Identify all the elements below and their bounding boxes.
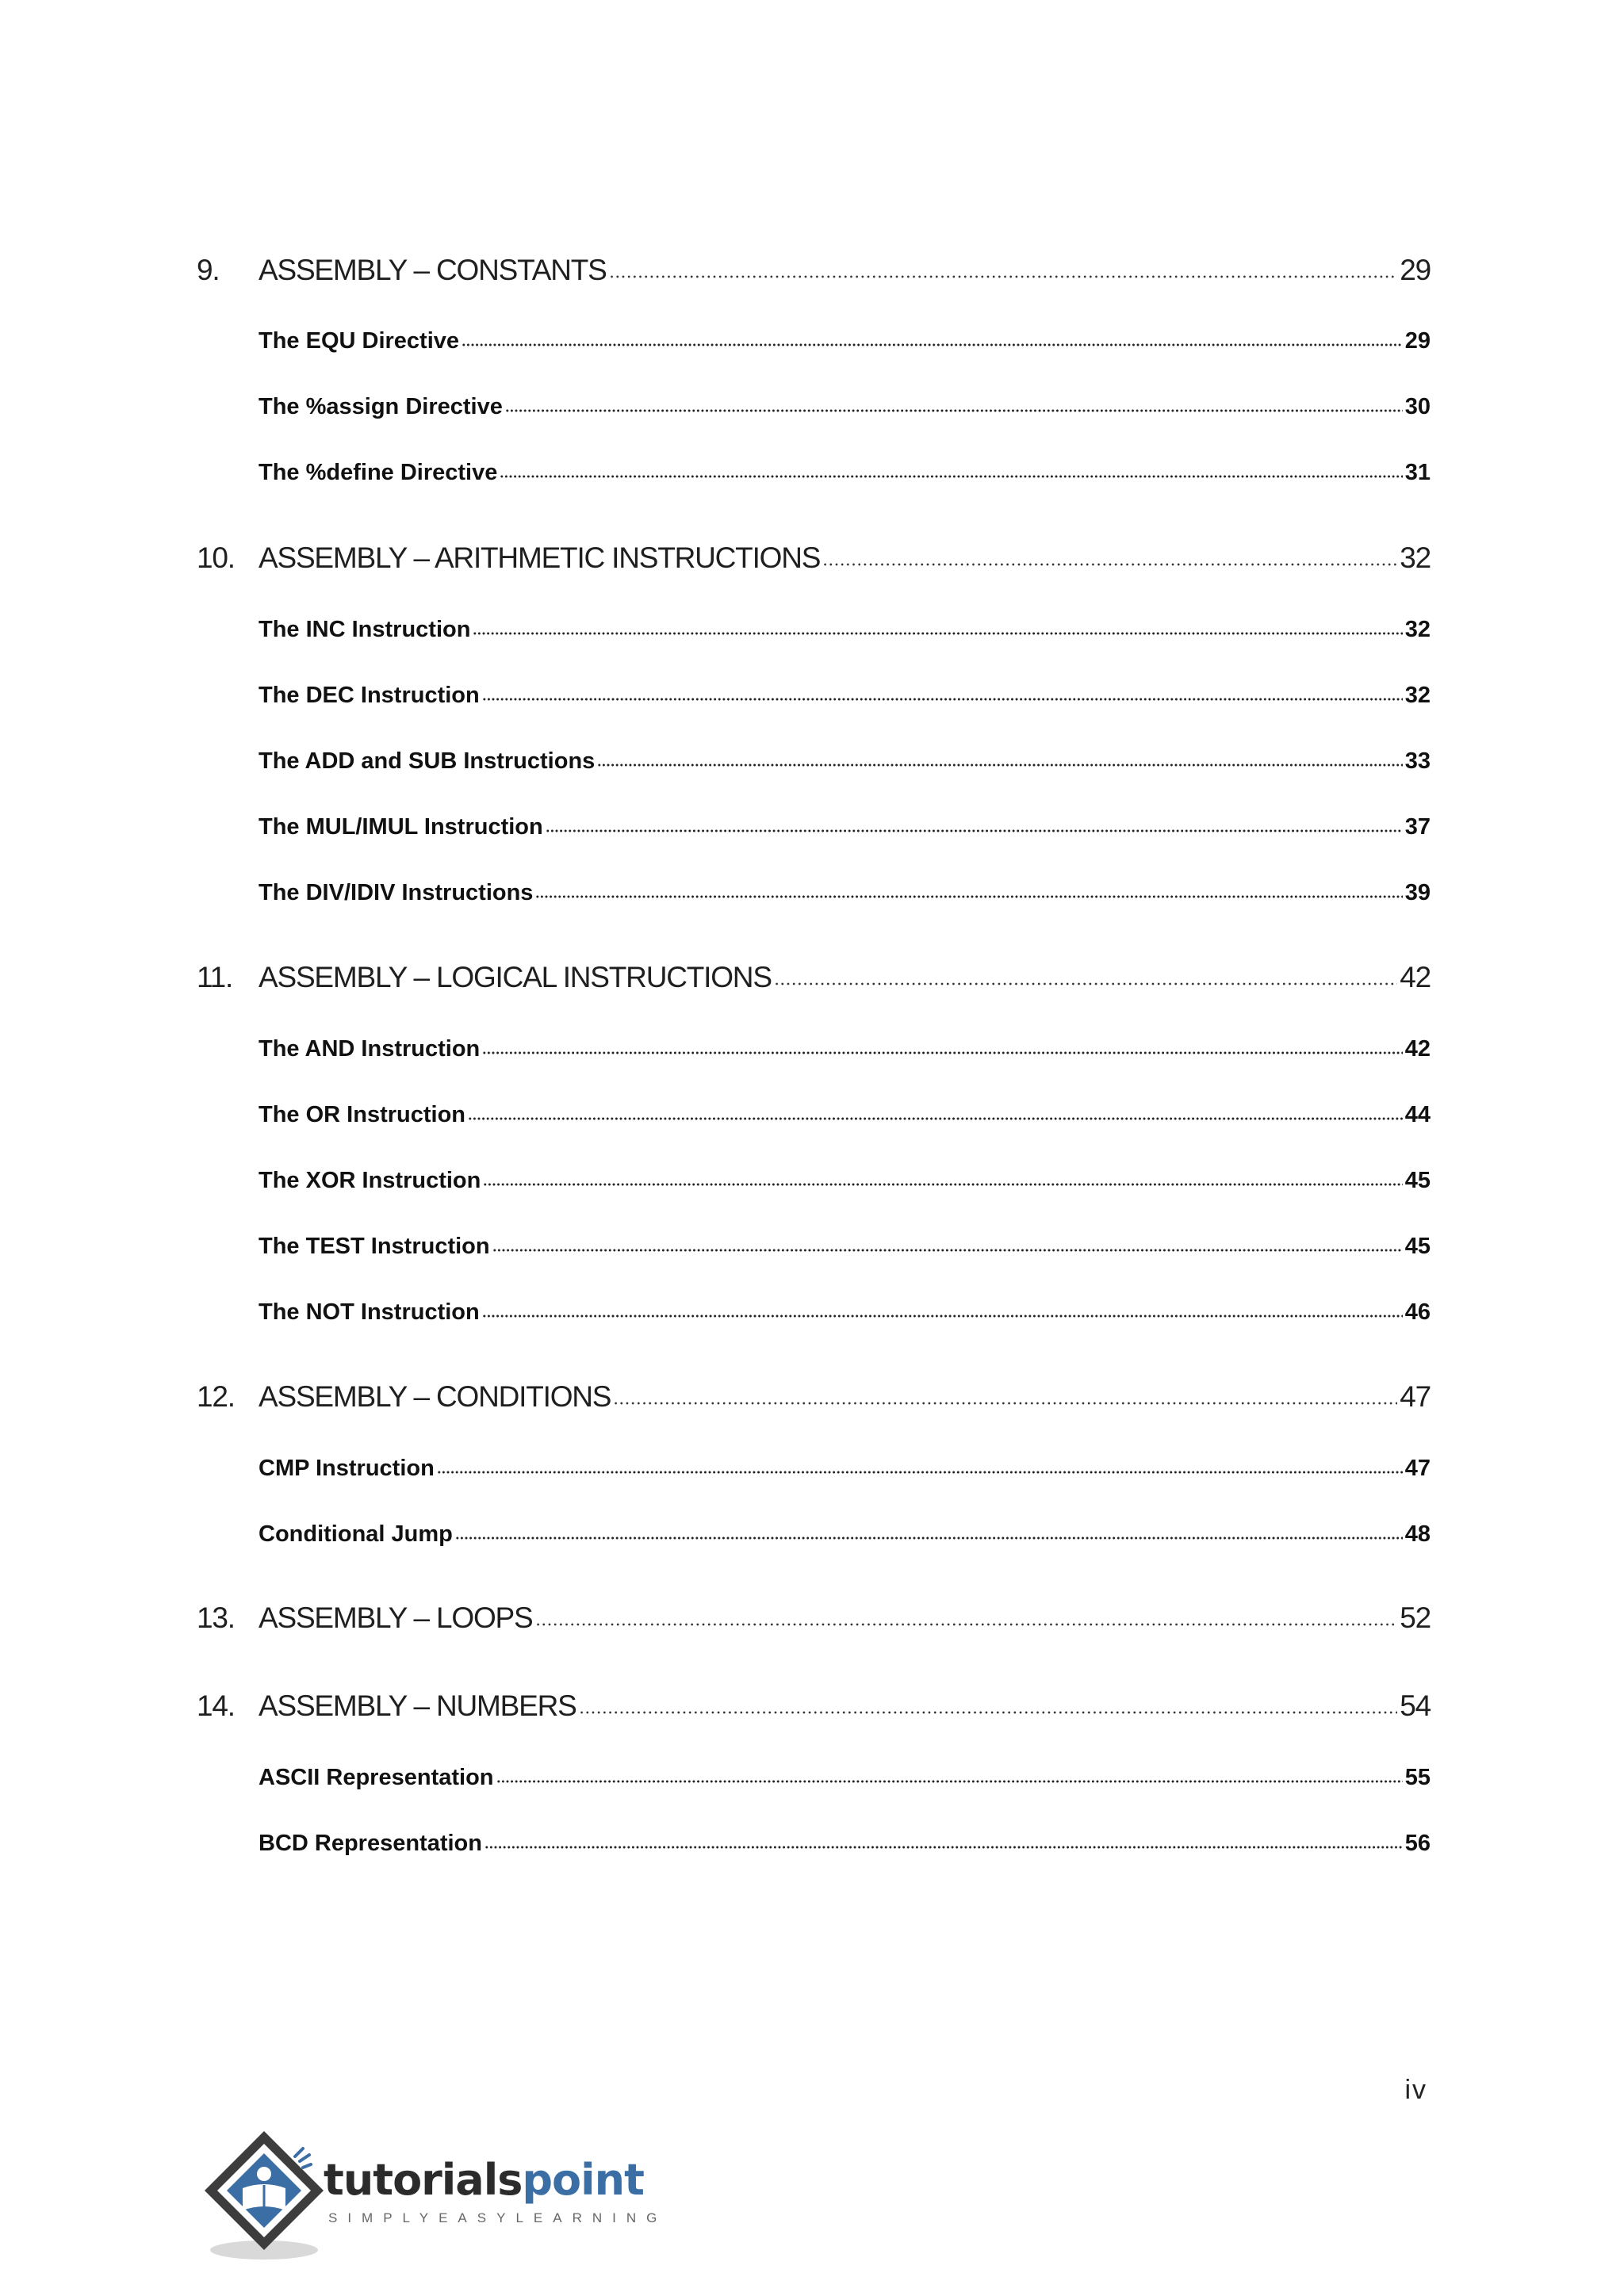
page-ref: 29: [1404, 328, 1431, 354]
toc-section-conditional-jump[interactable]: [197, 1521, 1431, 1548]
toc-section-xor[interactable]: [197, 1168, 1431, 1194]
toc-chapter-9[interactable]: [197, 254, 1431, 287]
section-title: The DIV/IDIV Instructions: [259, 880, 534, 905]
toc-section-dec[interactable]: [197, 683, 1431, 709]
page-ref: 45: [1404, 1168, 1431, 1193]
section-title: The ADD and SUB Instructions: [259, 748, 596, 774]
dot-leader: [774, 982, 1397, 985]
toc-section-test[interactable]: [197, 1234, 1431, 1260]
section-title: The NOT Instruction: [259, 1299, 480, 1325]
dot-leader: [485, 1846, 1403, 1849]
toc-section-define-directive[interactable]: [197, 460, 1431, 486]
logo-emblem-icon: [197, 2125, 331, 2263]
logo-wordmark: [324, 2155, 644, 2205]
dot-leader: [546, 829, 1403, 832]
toc-section-and[interactable]: [197, 1036, 1431, 1062]
section-title: The MUL/IMUL Instruction: [259, 814, 543, 840]
dot-leader: [609, 275, 1398, 278]
toc-section-cmp[interactable]: [197, 1456, 1431, 1482]
page-ref: 45: [1404, 1234, 1431, 1259]
chapter-number: 10.: [197, 541, 235, 574]
chapter-number: 14.: [197, 1689, 235, 1722]
toc-section-assign-directive[interactable]: [197, 394, 1431, 420]
dot-leader: [613, 1402, 1397, 1405]
page-ref: 47: [1404, 1456, 1431, 1481]
toc-chapter-14[interactable]: [197, 1689, 1431, 1723]
page-ref: 56: [1404, 1831, 1431, 1856]
section-title: The OR Instruction: [259, 1102, 465, 1127]
section-title: BCD Representation: [259, 1831, 482, 1856]
dot-leader: [482, 1051, 1402, 1054]
page-ref: 29: [1400, 254, 1431, 286]
tutorialspoint-logo: [197, 2125, 668, 2263]
toc-section-bcd[interactable]: [197, 1831, 1431, 1857]
section-title: The %assign Directive: [259, 394, 503, 419]
page-ref: 54: [1400, 1689, 1431, 1722]
page-ref: 32: [1400, 541, 1431, 574]
dot-leader: [437, 1471, 1403, 1474]
section-title: The XOR Instruction: [259, 1168, 481, 1193]
dot-leader: [500, 475, 1402, 478]
dot-leader: [455, 1536, 1403, 1540]
dot-leader: [468, 1117, 1403, 1120]
page-ref: 48: [1404, 1521, 1431, 1547]
dot-leader: [462, 343, 1403, 346]
page-ref: 52: [1400, 1601, 1431, 1634]
logo-wordmark-accent: point: [522, 2155, 644, 2205]
page-ref: 42: [1400, 961, 1431, 993]
dot-leader: [535, 1623, 1398, 1626]
dot-leader: [492, 1249, 1403, 1252]
page-ref: 39: [1404, 880, 1431, 905]
page-number: iv: [1404, 2075, 1427, 2105]
dot-leader: [822, 563, 1397, 566]
toc-section-equ-directive[interactable]: [197, 328, 1431, 354]
toc-section-not[interactable]: [197, 1299, 1431, 1326]
toc-section-mul-imul[interactable]: [197, 814, 1431, 840]
section-title: The %define Directive: [259, 460, 498, 485]
toc-section-add-sub[interactable]: [197, 748, 1431, 775]
chapter-title: ASSEMBLY – CONSTANTS: [259, 254, 607, 286]
page-ref: 55: [1404, 1765, 1431, 1790]
chapter-title: ASSEMBLY – NUMBERS: [259, 1689, 576, 1722]
toc-section-ascii[interactable]: [197, 1765, 1431, 1791]
toc-section-or[interactable]: [197, 1102, 1431, 1128]
toc-chapter-13[interactable]: [197, 1601, 1431, 1635]
section-title: The DEC Instruction: [259, 683, 480, 708]
chapter-number: 9.: [197, 254, 220, 286]
toc-section-div-idiv[interactable]: [197, 880, 1431, 906]
section-title: The EQU Directive: [259, 328, 460, 354]
dot-leader: [579, 1711, 1398, 1714]
dot-leader: [505, 409, 1403, 412]
chapter-title: ASSEMBLY – LOOPS: [259, 1601, 533, 1634]
page-ref: 44: [1404, 1102, 1431, 1127]
logo-tagline: SIMPLYEASYLEARNING: [328, 2210, 668, 2225]
logo-wordmark-main: tutorials: [324, 2155, 523, 2205]
chapter-number: 12.: [197, 1380, 235, 1413]
page-ref: 46: [1404, 1299, 1431, 1325]
page-ref: 32: [1404, 683, 1431, 708]
chapter-number: 13.: [197, 1601, 235, 1634]
page-ref: 33: [1404, 748, 1431, 774]
dot-leader: [473, 632, 1402, 635]
toc-chapter-10[interactable]: [197, 541, 1431, 575]
chapter-title: ASSEMBLY – CONDITIONS: [259, 1380, 611, 1413]
section-title: ASCII Representation: [259, 1765, 494, 1790]
toc-section-inc[interactable]: [197, 617, 1431, 643]
dot-leader: [535, 895, 1402, 898]
dot-leader: [496, 1780, 1403, 1783]
page-ref: 31: [1404, 460, 1431, 485]
chapter-number: 11.: [197, 961, 233, 993]
chapter-title: ASSEMBLY – ARITHMETIC INSTRUCTIONS: [259, 541, 821, 574]
page-ref: 47: [1400, 1380, 1431, 1413]
page-ref: 32: [1404, 617, 1431, 642]
section-title: The TEST Instruction: [259, 1234, 490, 1259]
dot-leader: [482, 1314, 1403, 1318]
section-title: CMP Instruction: [259, 1456, 435, 1481]
toc-chapter-12[interactable]: [197, 1380, 1431, 1414]
chapter-title: ASSEMBLY – LOGICAL INSTRUCTIONS: [259, 961, 772, 993]
section-title: The AND Instruction: [259, 1036, 481, 1062]
page-ref: 37: [1404, 814, 1431, 840]
dot-leader: [597, 763, 1402, 767]
section-title: The INC Instruction: [259, 617, 471, 642]
toc-chapter-11[interactable]: [197, 961, 1431, 994]
page-ref: 42: [1404, 1036, 1431, 1062]
dot-leader: [482, 698, 1403, 701]
section-title: Conditional Jump: [259, 1521, 453, 1547]
dot-leader: [483, 1183, 1402, 1186]
page-ref: 30: [1404, 394, 1431, 419]
